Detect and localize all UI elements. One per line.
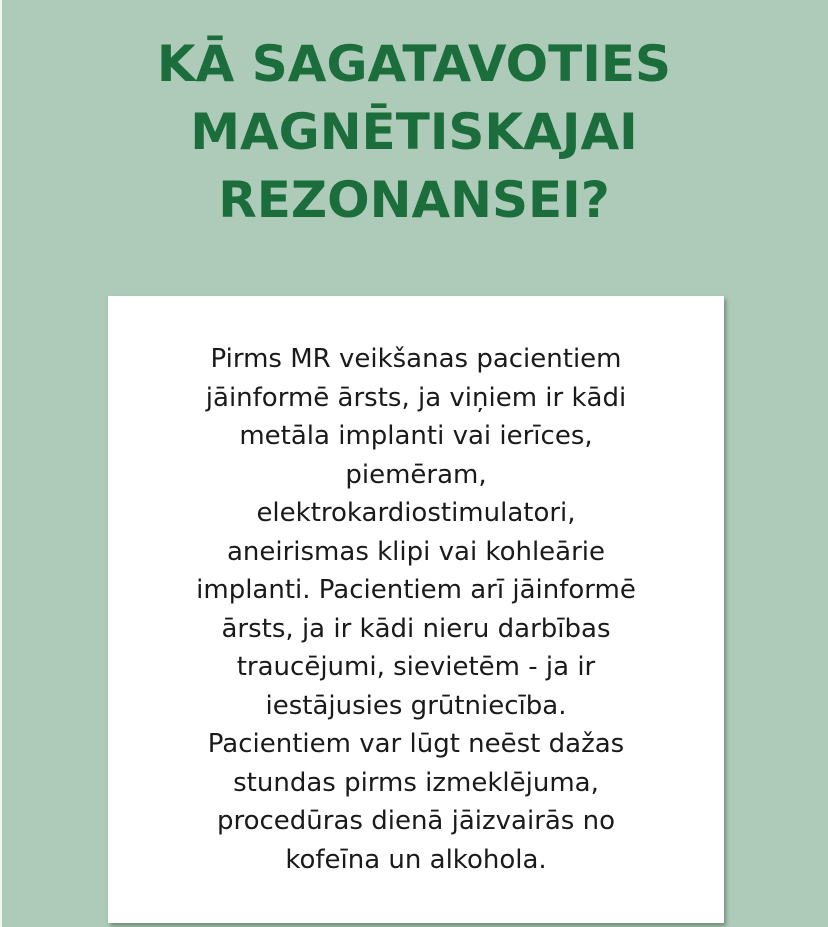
title-line-2: MAGNĒTISKAJAI	[190, 103, 638, 161]
text-line-9: traucējumi, sievietēm - ja ir	[236, 652, 596, 682]
info-card	[108, 296, 724, 923]
text-line-1: Pirms MR veikšanas pacientiem	[210, 344, 622, 374]
page-title	[0, 30, 828, 234]
title-line-3: REZONANSEI?	[218, 171, 610, 229]
text-line-12: stundas pirms izmeklējuma,	[233, 767, 599, 798]
info-card-text	[108, 340, 724, 879]
text-line-8: ārsts, ja ir kādi nieru darbības	[221, 613, 611, 644]
text-line-6: aneirismas klipi vai kohleārie	[226, 536, 606, 567]
text-line-3: metāla implanti vai ierīces,	[239, 421, 593, 451]
title-line-1: KĀ SAGATAVOTIES	[156, 35, 672, 93]
text-line-13: procedūras dienā jāizvairās no	[216, 806, 616, 836]
text-line-14: kofeīna un alkohola.	[285, 844, 547, 875]
text-line-10: iestājusies grūtniecība.	[265, 690, 567, 721]
text-line-7: implanti. Pacientiem arī jāinformē	[196, 575, 636, 605]
text-line-5: elektrokardiostimulatori,	[256, 498, 576, 528]
text-line-11: Pacientiem var lūgt neēst dažas	[207, 729, 625, 759]
text-line-4: piemēram,	[345, 459, 487, 490]
text-line-2: jāinformē ārsts, ja viņiem ir kādi	[205, 382, 627, 413]
